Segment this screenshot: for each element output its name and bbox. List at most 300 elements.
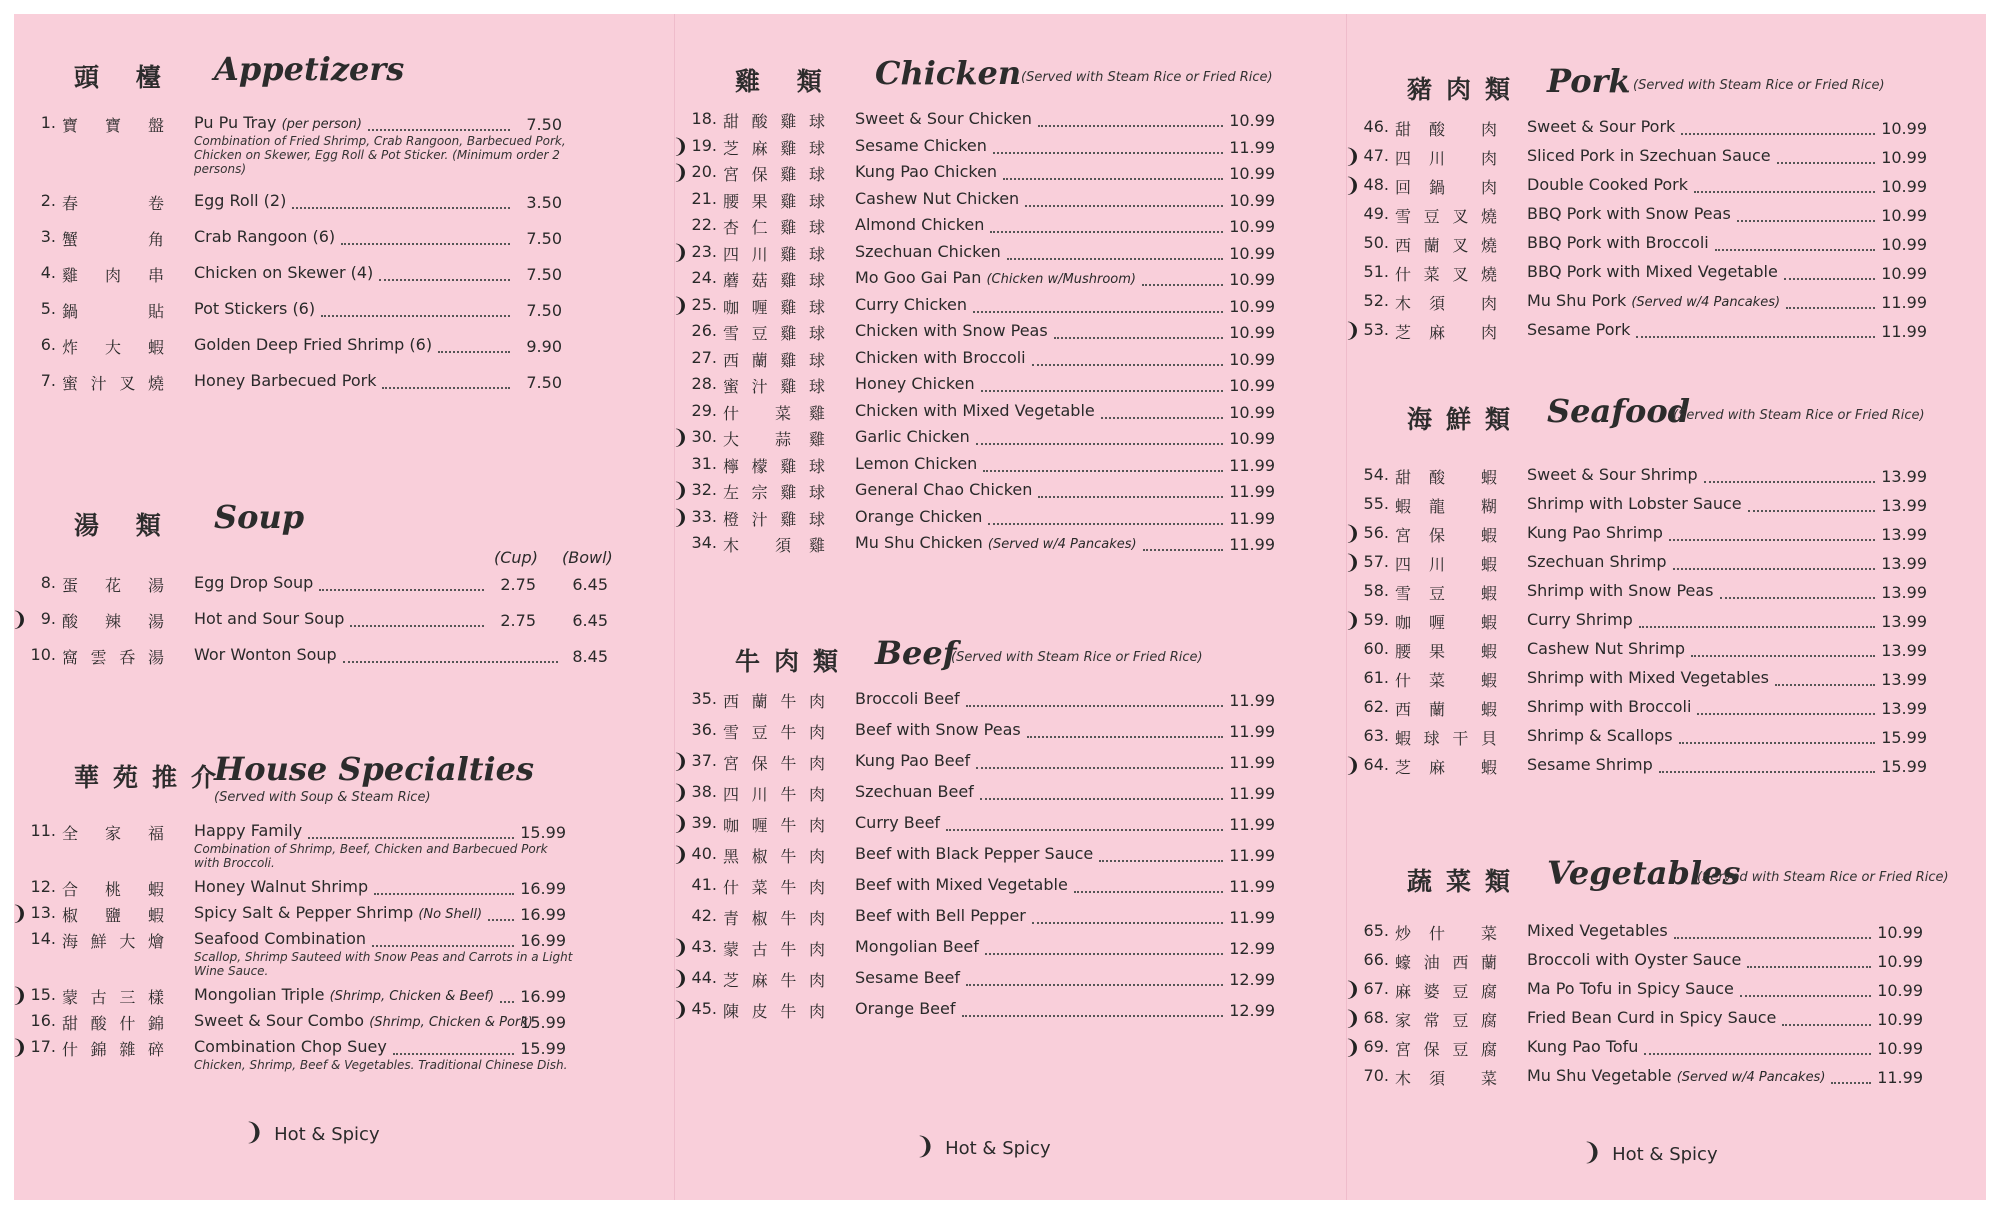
item-number: 56. <box>1363 523 1389 542</box>
item-name-zh-char: 叉 <box>1452 265 1469 284</box>
item-number: 14. <box>30 929 56 948</box>
item-name-zh-char: 肉 <box>808 971 825 990</box>
item-price: 10.99 <box>1229 190 1275 210</box>
menu-item <box>14 642 674 671</box>
item-name-zh-char: 牛 <box>780 1002 797 1021</box>
menu-item <box>1347 1063 1986 1092</box>
menu-item <box>1347 114 1986 143</box>
item-name-zh <box>1395 175 1497 198</box>
item-name-zh <box>62 335 164 358</box>
item-number: 5. <box>40 299 56 318</box>
menu-item <box>11 982 674 1011</box>
dot-leader <box>1673 552 1875 570</box>
item-name-zh-char: 貼 <box>147 302 164 321</box>
item-number: 57. <box>1363 552 1389 571</box>
item-name-text: Beef with Black Pepper Sauce <box>855 844 1094 863</box>
item-price: 7.50 <box>526 115 562 134</box>
dot-leader <box>1715 233 1875 251</box>
item-name-zh-char: 酸 <box>1429 120 1446 139</box>
item-price: 13.99 <box>1881 554 1927 573</box>
item-name-zh-char: 球 <box>808 297 825 317</box>
item-name-zh-char: 炸 <box>62 338 79 357</box>
item-name-zh-char: 肉 <box>808 785 825 804</box>
item-price: 12.99 <box>1229 970 1275 989</box>
item-name-zh-char: 芝 <box>1395 758 1412 777</box>
item-name-zh-char: 蜜 <box>62 374 79 393</box>
item-name-zh-char: 海 <box>62 932 79 951</box>
item-name-zh-char: 大 <box>723 430 740 449</box>
menu-item <box>1344 549 1986 578</box>
item-name-zh-char: 甜 <box>1395 120 1412 139</box>
item-name-zh-char: 古 <box>90 988 107 1007</box>
dot-leader <box>1697 697 1875 715</box>
item-name-zh-char: 腐 <box>1480 1011 1497 1030</box>
item-name-zh <box>723 844 825 867</box>
item-name <box>194 1037 387 1056</box>
item-name-zh-char: 西 <box>1452 953 1469 972</box>
item-name-text: Sesame Pork <box>1527 320 1631 339</box>
item-name-zh <box>723 968 825 991</box>
item-name-zh-char: 什 <box>723 878 740 897</box>
item-name-zh-char: 牛 <box>780 816 797 835</box>
item-name-zh-char: 燒 <box>1480 207 1497 226</box>
menu-item <box>1344 317 1986 346</box>
item-name <box>855 813 940 832</box>
item-name <box>194 263 373 282</box>
item-name-zh-char: 果 <box>751 191 768 211</box>
soup-title: Soup <box>214 498 305 536</box>
item-name-zh-char: 蒙 <box>62 988 79 1007</box>
item-name <box>855 720 1021 739</box>
item-number: 10. <box>30 645 56 664</box>
item-name-zh-char: 酸 <box>1429 468 1446 487</box>
item-name-zh-char: 球 <box>808 165 825 184</box>
item-name-zh-char: 球 <box>808 112 825 131</box>
item-name-text: Honey Barbecued Pork <box>194 371 377 390</box>
dot-leader <box>393 1037 514 1055</box>
item-note: (Served w/4 Pancakes) <box>1676 1070 1826 1085</box>
menu-item <box>675 212 1346 241</box>
item-name-text: Fried Bean Curd in Spicy Sauce <box>1527 1008 1777 1027</box>
item-name <box>1527 233 1709 252</box>
beef-section <box>672 626 1346 1021</box>
item-price: 11.99 <box>1229 846 1275 865</box>
item-name-text: BBQ Pork with Mixed Vegetable <box>1527 262 1778 281</box>
item-name-text: Crab Rangoon (6) <box>194 227 336 246</box>
menu-item <box>1347 918 1986 947</box>
item-name-zh-char: 蝦 <box>147 880 164 899</box>
dot-leader <box>1644 1037 1871 1055</box>
item-price: 11.99 <box>1229 691 1275 710</box>
item-name-zh <box>1395 1008 1497 1031</box>
menu-item <box>14 188 674 217</box>
dot-leader <box>946 813 1223 831</box>
item-number: 16. <box>30 1011 56 1030</box>
menu-item <box>1347 201 1986 230</box>
hot-spicy-icon: ❩ <box>672 425 689 449</box>
item-price: 10.99 <box>1229 296 1275 316</box>
soup-title-zh: 湯 類 <box>74 511 175 540</box>
item-name <box>1527 117 1675 136</box>
item-note: (Shrimp, Chicken & Beef) <box>329 989 495 1004</box>
item-name <box>1527 921 1668 940</box>
item-name-zh-char: 蝦 <box>1480 671 1497 690</box>
dot-leader <box>343 645 558 663</box>
hot-spicy-icon: ❩ <box>672 842 689 866</box>
menu-item <box>672 810 1346 839</box>
dot-leader <box>1748 494 1875 512</box>
item-number: 70. <box>1363 1066 1389 1085</box>
item-number: 36. <box>691 720 717 739</box>
item-number: 17. <box>30 1037 56 1056</box>
item-name-zh-char: 叉 <box>1452 207 1469 226</box>
item-name <box>1527 291 1780 310</box>
hot-spicy-icon: ❩ <box>672 239 689 264</box>
item-name-text: General Chao Chicken <box>855 480 1033 499</box>
item-name-text: Chicken on Skewer (4) <box>194 263 374 282</box>
item-name <box>1527 465 1698 484</box>
item-name-zh <box>723 136 825 159</box>
item-name-zh-char: 什 <box>1395 265 1412 284</box>
item-name-text: Shrimp with Broccoli <box>1527 697 1692 716</box>
item-name-zh-char: 蒙 <box>723 940 740 959</box>
item-name-zh-char: 球 <box>808 377 825 396</box>
item-number: 7. <box>40 371 56 390</box>
beef-serving-note: (Served with Steam Rice or Fried Rice) <box>951 650 1203 665</box>
item-name-text: Chicken with Broccoli <box>855 347 1026 367</box>
item-name-zh-char: 湯 <box>147 648 164 667</box>
item-number: 44. <box>691 968 717 987</box>
item-price: 11.99 <box>1229 455 1275 475</box>
item-price: 11.99 <box>1877 1068 1923 1087</box>
item-name <box>194 573 313 592</box>
item-name-zh-char: 酸 <box>62 612 79 631</box>
item-name-zh-char: 牛 <box>780 754 797 773</box>
item-name-zh <box>723 751 825 774</box>
seafood-title: Seafood <box>1547 392 1691 430</box>
item-name-zh-char: 雞 <box>780 218 797 237</box>
item-name-text: Szechuan Shrimp <box>1527 552 1667 571</box>
item-name-text: Double Cooked Pork <box>1527 175 1689 194</box>
item-name-zh-char: 肉 <box>1480 149 1497 168</box>
item-name-zh-char: 蝦 <box>1480 526 1497 545</box>
item-name-zh-char: 四 <box>723 244 740 264</box>
item-price: 11.99 <box>1229 535 1275 554</box>
item-name <box>194 609 344 628</box>
item-number: 25. <box>691 294 717 314</box>
dot-leader <box>1032 906 1223 924</box>
item-name <box>194 645 337 664</box>
menu-column-left <box>11 14 674 1200</box>
dot-leader <box>966 689 1223 707</box>
dot-leader <box>1099 844 1223 862</box>
item-number: 50. <box>1363 233 1389 252</box>
item-number: 47. <box>1363 146 1389 165</box>
pepper-icon: ❩ <box>244 1118 265 1146</box>
dot-leader <box>1007 242 1223 260</box>
item-price: 10.99 <box>1229 349 1275 369</box>
item-number: 52. <box>1363 291 1389 310</box>
item-number: 22. <box>691 215 717 234</box>
item-name-zh-char: 檬 <box>751 456 768 476</box>
dot-leader <box>1003 162 1223 180</box>
item-number: 45. <box>691 999 717 1018</box>
item-name-zh <box>1395 1037 1497 1060</box>
item-name-zh-char: 盤 <box>147 116 164 135</box>
menu-item <box>675 398 1346 427</box>
dot-leader <box>438 335 510 353</box>
menu-item <box>14 570 674 599</box>
item-name-text: Almond Chicken <box>855 215 985 234</box>
item-name-zh <box>1395 639 1497 662</box>
item-name-text: Mixed Vegetables <box>1527 921 1668 940</box>
item-name-zh-char: 肉 <box>808 723 825 742</box>
dot-leader <box>1681 117 1875 135</box>
dot-leader <box>1054 321 1223 339</box>
item-name-zh-char: 麻 <box>1395 982 1412 1001</box>
item-name <box>1527 320 1630 339</box>
menu-item <box>672 477 1346 506</box>
item-note: (Served w/4 Pancakes) <box>1631 295 1781 310</box>
menu-item <box>14 110 674 176</box>
item-name-zh-char: 雞 <box>780 483 797 502</box>
item-name <box>855 268 1136 287</box>
pepper-icon: ❩ <box>1582 1138 1603 1166</box>
item-name-zh-char: 汁 <box>751 377 768 396</box>
item-price: 15.99 <box>520 823 566 842</box>
item-name-zh-char: 宮 <box>723 754 740 773</box>
item-name-zh-char: 雞 <box>780 271 797 290</box>
item-name-text: Szechuan Beef <box>855 782 974 801</box>
dot-leader <box>1636 320 1875 338</box>
item-name-zh-char: 雞 <box>62 266 79 285</box>
item-name-zh-char: 叉 <box>119 374 136 393</box>
menu-item <box>1347 636 1986 665</box>
item-name-zh-char: 宮 <box>1395 526 1412 545</box>
pork-section <box>1344 54 1986 342</box>
menu-item <box>1347 665 1986 694</box>
item-number: 62. <box>1363 697 1389 716</box>
item-description: Scallop, Shrimp Sauteed with Snow Peas and Carrots in a Light Wine Sauce. <box>194 950 573 978</box>
item-name <box>855 242 1001 261</box>
item-price: 13.99 <box>1881 467 1927 486</box>
chicken-title-zh: 雞 類 <box>735 67 836 96</box>
item-name-text: Hot and Sour Soup <box>194 609 345 628</box>
item-name-text: Orange Chicken <box>855 506 983 526</box>
item-number: 59. <box>1363 610 1389 629</box>
hot-spicy-legend <box>915 1132 1051 1160</box>
menu-item <box>672 159 1346 188</box>
item-number: 33. <box>691 506 717 526</box>
menu-item <box>14 224 674 253</box>
menu-item <box>675 345 1346 374</box>
item-name <box>1527 726 1673 745</box>
item-name-zh <box>1395 581 1497 604</box>
item-name-zh-char: 春 <box>62 194 79 213</box>
bowl-column-label: (Bowl) <box>562 548 613 567</box>
item-name <box>1527 755 1653 774</box>
item-name-zh <box>62 903 164 926</box>
item-name-zh-char: 四 <box>1395 149 1412 168</box>
item-price: 10.99 <box>1877 1039 1923 1058</box>
item-name-text: Orange Beef <box>855 999 956 1018</box>
item-name-zh-char: 蝦 <box>1480 700 1497 719</box>
item-name-zh-char: 蝦 <box>1395 497 1412 516</box>
item-name-zh-char: 雞 <box>780 377 797 396</box>
item-name-text: Kung Pao Shrimp <box>1527 523 1663 542</box>
item-name-zh <box>1395 552 1497 575</box>
item-name-zh-char: 甜 <box>62 1014 79 1033</box>
item-name <box>855 215 984 234</box>
item-price-bowl: 6.45 <box>572 611 608 630</box>
menu-item <box>1344 1034 1986 1063</box>
item-name <box>194 903 482 922</box>
item-name-zh-char: 牛 <box>780 971 797 990</box>
item-name-zh-char: 碎 <box>147 1040 164 1059</box>
dot-leader <box>292 191 510 209</box>
item-price: 15.99 <box>520 1039 566 1058</box>
item-name-zh-char: 球 <box>808 456 825 476</box>
item-name <box>194 929 366 948</box>
item-name-zh-char: 保 <box>751 165 768 184</box>
item-name-zh-char: 川 <box>751 785 768 804</box>
item-name-zh <box>1395 117 1497 140</box>
item-name-zh-char: 木 <box>1395 1069 1412 1088</box>
appetizers-title: Appetizers <box>214 50 405 88</box>
menu-column-right <box>1346 14 1986 1200</box>
item-name-zh-char: 燴 <box>147 932 164 951</box>
item-name-text: Mongolian Beef <box>855 937 979 956</box>
item-name-zh-char: 川 <box>1429 555 1446 574</box>
item-number: 31. <box>691 453 717 473</box>
item-name-zh-char: 椒 <box>62 906 79 925</box>
item-name-zh-char: 雞 <box>808 536 825 555</box>
item-name-text: Egg Roll (2) <box>194 191 287 210</box>
item-name-zh-char: 青 <box>723 909 740 928</box>
item-name-zh <box>62 985 164 1008</box>
item-name-zh-char: 蝦 <box>1480 613 1497 632</box>
item-name-text: Shrimp with Lobster Sauce <box>1527 494 1742 513</box>
item-name-zh <box>723 215 825 238</box>
item-name-zh <box>1395 233 1497 256</box>
dot-leader <box>1674 921 1871 939</box>
item-price: 10.99 <box>1229 111 1275 130</box>
dot-leader <box>1025 189 1223 207</box>
item-name-zh-char: 角 <box>147 230 164 249</box>
item-name-zh-char: 寶 <box>104 116 121 135</box>
item-name-zh-char: 菜 <box>1423 265 1440 284</box>
item-name-zh-char: 肉 <box>1480 120 1497 139</box>
item-number: 32. <box>691 480 717 499</box>
item-name-zh-char: 福 <box>147 824 164 843</box>
item-name-zh-char: 喱 <box>751 297 768 317</box>
item-name <box>194 1011 533 1030</box>
item-description: Combination of Fried Shrimp, Crab Rangoon, Barbecued Pork, Chicken on Skewer, Egg Roll & Pot Sticker. (Minimum order 2 persons) <box>194 134 566 176</box>
item-price: 11.99 <box>1229 722 1275 741</box>
item-name <box>1527 523 1663 542</box>
item-name <box>855 454 977 473</box>
item-name-text: Cashew Nut Shrimp <box>1527 639 1685 658</box>
item-number: 6. <box>40 335 56 354</box>
chicken-serving-note: (Served with Steam Rice or Fried Rice) <box>1021 70 1273 85</box>
item-name-zh-char: 芝 <box>723 971 740 990</box>
menu-item <box>14 874 674 903</box>
item-name-zh-char: 果 <box>1429 642 1446 661</box>
hot-spicy-icon: ❩ <box>1344 318 1361 342</box>
item-name <box>855 782 974 801</box>
item-number: 1. <box>40 113 56 132</box>
menu-item <box>14 296 674 325</box>
item-name-zh-char: 木 <box>723 536 740 555</box>
seafood-title-zh: 海鮮類 <box>1407 405 1525 434</box>
item-name-zh-char: 蜜 <box>723 377 740 396</box>
item-name <box>1527 668 1769 687</box>
item-name-text: Egg Drop Soup <box>194 573 314 592</box>
menu-item <box>1347 230 1986 259</box>
item-name-zh-char: 皮 <box>751 1002 768 1021</box>
item-name-text: Sweet & Sour Chicken <box>855 109 1032 128</box>
item-number: 20. <box>691 162 717 181</box>
item-name-zh <box>1395 1066 1497 1089</box>
menu-item <box>672 748 1346 777</box>
item-price: 12.99 <box>1229 1001 1275 1020</box>
item-name-zh <box>62 1011 164 1034</box>
item-name-zh <box>723 782 825 805</box>
item-name-zh <box>723 720 825 743</box>
item-name-zh <box>1395 697 1497 720</box>
menu-item <box>1347 462 1986 491</box>
item-name-zh-char: 蘭 <box>1429 700 1446 719</box>
hot-spicy-icon: ❩ <box>672 780 689 804</box>
item-price: 16.99 <box>520 905 566 924</box>
menu-item <box>675 717 1346 746</box>
menu-item <box>675 106 1346 135</box>
item-name-zh-char: 西 <box>1395 236 1412 255</box>
item-name-zh-char: 菜 <box>774 403 791 423</box>
item-number: 54. <box>1363 465 1389 484</box>
item-number: 12. <box>30 877 56 896</box>
item-name-zh-char: 花 <box>104 576 121 595</box>
item-name-text: Beef with Snow Peas <box>855 720 1021 739</box>
item-number: 51. <box>1363 262 1389 281</box>
item-name-zh-char: 蝦 <box>1480 468 1497 487</box>
item-name-zh <box>1395 755 1497 778</box>
item-name-zh-char: 麻 <box>1429 323 1446 342</box>
appetizers-title-zh: 頭 檯 <box>74 63 175 92</box>
item-name-zh <box>723 480 825 503</box>
item-name-zh <box>62 227 164 250</box>
item-name-zh-char: 左 <box>723 483 740 502</box>
item-name-zh-char: 喱 <box>1429 613 1446 632</box>
item-number: 24. <box>691 268 717 287</box>
item-name-text: Combination Chop Suey <box>194 1037 387 1056</box>
item-price: 10.99 <box>1229 376 1275 395</box>
dot-leader <box>379 263 510 281</box>
item-name-zh-char: 雪 <box>723 324 740 343</box>
item-name-zh-char: 肉 <box>808 878 825 897</box>
item-name <box>855 189 1019 208</box>
item-price: 13.99 <box>1881 525 1927 544</box>
item-name-zh-char: 什 <box>723 403 740 423</box>
dot-leader <box>1691 639 1875 657</box>
item-note: (per person) <box>281 117 362 132</box>
item-number: 68. <box>1363 1008 1389 1027</box>
item-name-zh-char: 菜 <box>1429 671 1446 690</box>
item-number: 35. <box>691 689 717 708</box>
item-name-text: Kung Pao Tofu <box>1527 1037 1639 1056</box>
item-name-zh <box>62 371 164 394</box>
item-name-zh-char: 什 <box>62 1040 79 1059</box>
